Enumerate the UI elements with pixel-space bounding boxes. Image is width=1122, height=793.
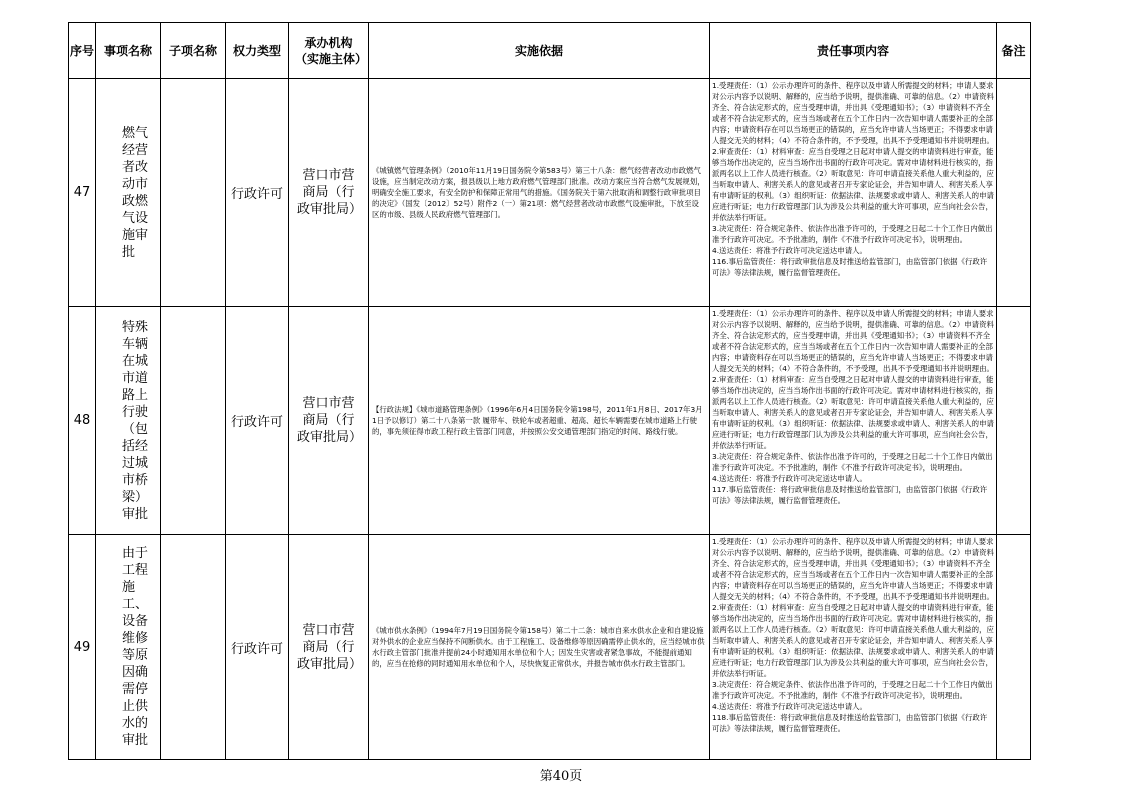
header-sub: 子项名称 xyxy=(161,23,226,79)
header-name: 事项名称 xyxy=(96,23,161,79)
header-no: 序号 xyxy=(69,23,96,79)
row-no: 49 xyxy=(69,535,96,760)
duty-line: 3.决定责任：符合规定条件、依法作出准予许可的，于受理之日起二十个工作日内做出准予行政许可决定。不予批准的，制作《不准予行政许可决定书》，说明理由。 xyxy=(712,452,993,472)
row-sub xyxy=(161,79,226,307)
row-org: 营口市营商局（行政审批局） xyxy=(289,79,369,307)
row-note xyxy=(997,535,1031,760)
row-basis: 《城市供水条例》（1994年7月19日国务院令第158号）第二十二条：城市自来水供水企业和自建设施对外供水的企业应当保持不间断供水。由于工程施工、设备维修等原因确需停止供水的，应当经城市供水行政主管部门批准并提前24小时通知用水单位和个人；因发生灾害或者紧急事故，不能提前通知的，应当在抢修的同时通知用水单位和个人，尽快恢复正常供水，并报告城市供水行政主管部门。 xyxy=(369,535,710,760)
row-name: 特殊车辆在城市道路上行驶（包括经过城市桥梁）审批 xyxy=(96,307,161,535)
duty-line: 3.决定责任：符合规定条件、依法作出准予许可的，于受理之日起二十个工作日内做出准予行政许可决定。不予批准的，制作《不准予行政许可决定书》，说明理由。 xyxy=(712,224,993,244)
row-duty xyxy=(710,79,997,307)
row-org: 营口市营商局（行政审批局） xyxy=(289,307,369,535)
duty-line: 1.受理责任：（1）公示办理许可的条件、程序以及申请人所需提交的材料；申请人要求对公示内容予以说明、解释的，应当给予说明，提供准确、可靠的信息。（2）申请资料齐全、符合法定形式的，应当受理申请，并出具《受理通知书》；（3）申请资料不齐全或者不符合法定形式的，应当当场或者在五个工作日内一次告知申请人需要补正的全部内容；申请资料存在可以当场更正的错误的，应当允许申请人当场更正；不得要求申请人提交无关的材料；（4）不符合条件的，不予受理，出具不予受理通知书并说明理由。 xyxy=(712,309,994,373)
row-note xyxy=(997,307,1031,535)
row-no: 48 xyxy=(69,307,96,535)
row-type: 行政许可 xyxy=(226,535,289,760)
items-table xyxy=(68,22,1031,760)
duty-line: 2.审查责任：（1）材料审查：应当自受理之日起对申请人提交的申请资料进行审查，能够当场作出决定的，应当当场作出书面的行政许可决定。需对申请材料进行核实的，指派两名以上工作人员进行核查。（2）听取意见：许可申请直接关系他人重大利益的，应当听取申请人、利害关系人的意见或者召开专家论证会，并告知申请人、利害关系人享有申请听证的权利。（3）组织听证：依据法律、法规要求或申请人、利害关系人的申请应进行听证；电力行政管理部门认为涉及公共利益的重大许可事项，应当向社会公告，并依法举行听证。 xyxy=(712,147,994,222)
header-org: 承办机构（实施主体） xyxy=(289,23,369,79)
table-header-row xyxy=(69,23,1031,79)
duty-line: 1.受理责任：（1）公示办理许可的条件、程序以及申请人所需提交的材料；申请人要求对公示内容予以说明、解释的，应当给予说明，提供准确、可靠的信息。（2）申请资料齐全、符合法定形式的，应当受理申请，并出具《受理通知书》；（3）申请资料不齐全或者不符合法定形式的，应当当场或者在五个工作日内一次告知申请人需要补正的全部内容；申请资料存在可以当场更正的错误的，应当允许申请人当场更正；不得要求申请人提交无关的材料；（4）不符合条件的，不予受理，出具不予受理通知书并说明理由。 xyxy=(712,81,994,145)
duty-line: 4.送达责任：将准予行政许可决定送达申请人。 xyxy=(712,246,867,255)
row-sub xyxy=(161,535,226,760)
duty-line: 3.决定责任：符合规定条件、依法作出准予许可的，于受理之日起二十个工作日内做出准予行政许可决定。不予批准的，制作《不准予行政许可决定书》，说明理由。 xyxy=(712,680,993,700)
duty-line: 2.审查责任：（1）材料审查：应当自受理之日起对申请人提交的申请资料进行审查，能够当场作出决定的，应当当场作出书面的行政许可决定。需对申请材料进行核实的，指派两名以上工作人员进行核查。（2）听取意见：许可申请直接关系他人重大利益的，应当听取申请人、利害关系人的意见或者召开专家论证会，并告知申请人、利害关系人享有申请听证的权利。（3）组织听证：依据法律、法规要求或申请人、利害关系人的申请应进行听证；电力行政管理部门认为涉及公共利益的重大许可事项，应当向社会公告，并依法举行听证。 xyxy=(712,603,994,678)
row-note xyxy=(997,79,1031,307)
duty-line: 118.事后监管责任：将行政审批信息及时推送给监管部门，由监管部门依据《行政许可法》等法律法规，履行监督管理责任。 xyxy=(712,713,988,733)
duty-line: 117.事后监管责任：将行政审批信息及时推送给监管部门，由监管部门依据《行政许可法》等法律法规，履行监督管理责任。 xyxy=(712,485,988,505)
row-duty xyxy=(710,535,997,760)
row-org: 营口市营商局（行政审批局） xyxy=(289,535,369,760)
row-type: 行政许可 xyxy=(226,307,289,535)
header-basis: 实施依据 xyxy=(369,23,710,79)
page-number: 第40页 xyxy=(539,769,583,784)
row-name: 由于工程施工、设备维修等原因确需停止供水的审批 xyxy=(96,535,161,760)
duty-line: 1.受理责任：（1）公示办理许可的条件、程序以及申请人所需提交的材料；申请人要求对公示内容予以说明、解释的，应当给予说明，提供准确、可靠的信息。（2）申请资料齐全、符合法定形式的，应当受理申请，并出具《受理通知书》；（3）申请资料不齐全或者不符合法定形式的，应当当场或者在五个工作日内一次告知申请人需要补正的全部内容；申请资料存在可以当场更正的错误的，应当允许申请人当场更正；不得要求申请人提交无关的材料；（4）不符合条件的，不予受理，出具不予受理通知书并说明理由。 xyxy=(712,537,994,601)
table-row xyxy=(69,535,1031,760)
duty-line: 4.送达责任：将准予行政许可决定送达申请人。 xyxy=(712,474,867,483)
row-basis: 《城镇燃气管理条例》（2010年11月19日国务院令第583号）第三十八条：燃气经营者改动市政燃气设施，应当制定改动方案，报县级以上地方政府燃气管理部门批准。改动方案应当符合燃气发展规划，明确安全施工要求，有安全防护和保障正常用气的措施。《国务院关于第六批取消和调整行政审批项目的决定》（国发〔2012〕52号）附件2（一）第21项：燃气经营者改动市政燃气设施审批，下放至设区的市级、县级人民政府燃气管理部门。 xyxy=(369,79,710,307)
row-type: 行政许可 xyxy=(226,79,289,307)
row-sub xyxy=(161,307,226,535)
table-row xyxy=(69,307,1031,535)
row-basis: 【行政法规】《城市道路管理条例》（1996年6月4日国务院令第198号，2011年1月8日、2017年3月1日予以修订）第二十八条第一款 履带车、铁轮车或者超重、超高、超长车辆需要在城市道路上行驶的，事先须征得市政工程行政主管部门同意，并按照公安交通管理部门指定的时间、路线行驶。 xyxy=(369,307,710,535)
row-name: 燃气经营者改动市政燃气设施审批 xyxy=(96,79,161,307)
table-row xyxy=(69,79,1031,307)
header-note: 备注 xyxy=(997,23,1031,79)
header-duty: 责任事项内容 xyxy=(710,23,997,79)
duty-line: 116.事后监管责任：将行政审批信息及时推送给监管部门，由监管部门依据《行政许可法》等法律法规，履行监督管理责任。 xyxy=(712,257,988,277)
duty-line: 4.送达责任：将准予行政许可决定送达申请人。 xyxy=(712,702,867,711)
row-duty xyxy=(710,307,997,535)
header-type: 权力类型 xyxy=(226,23,289,79)
duty-line: 2.审查责任：（1）材料审查：应当自受理之日起对申请人提交的申请资料进行审查，能够当场作出决定的，应当当场作出书面的行政许可决定。需对申请材料进行核实的，指派两名以上工作人员进行核查。（2）听取意见：许可申请直接关系他人重大利益的，应当听取申请人、利害关系人的意见或者召开专家论证会，并告知申请人、利害关系人享有申请听证的权利。（3）组织听证：依据法律、法规要求或申请人、利害关系人的申请应进行听证；电力行政管理部门认为涉及公共利益的重大许可事项，应当向社会公告，并依法举行听证。 xyxy=(712,375,994,450)
row-no: 47 xyxy=(69,79,96,307)
